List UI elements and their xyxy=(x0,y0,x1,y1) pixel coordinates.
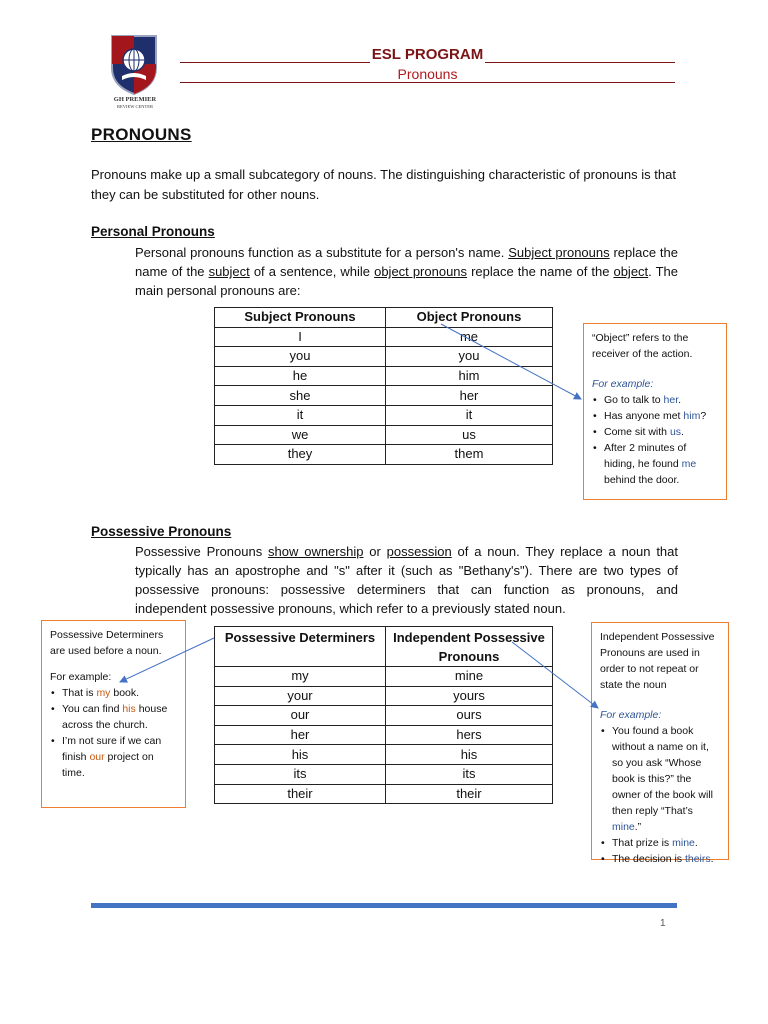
table-cell: they xyxy=(215,445,386,465)
table-cell: she xyxy=(215,386,386,406)
table-cell: our xyxy=(215,706,386,726)
example-item: • I’m not sure if we can finish our project on time. xyxy=(62,733,177,781)
page-number: 1 xyxy=(660,918,666,929)
table-cell: their xyxy=(386,784,553,804)
example-label: For example: xyxy=(50,671,112,683)
table-cell: your xyxy=(215,686,386,706)
example-item: • Has anyone met him? xyxy=(604,408,718,424)
table-cell: her xyxy=(386,386,553,406)
table-cell: my xyxy=(215,667,386,687)
example-item: • The decision is theirs. xyxy=(612,851,720,867)
possessive-pronouns-text: Possessive Pronouns show ownership or possession of a noun. They replace a noun that typically has an apostrophe and "s" after it (such as "Bethany's"). There are two types of possessive pronouns: possessive determiners that can function as pronouns, and independent possessive pronouns, which refer to a previously stated noun. xyxy=(135,544,678,616)
subtitle-header: Pronouns xyxy=(180,66,675,82)
note-intro: Independent Possessive Pronouns are used in order to not repeat or state the noun xyxy=(600,631,715,691)
example-item: • You found a book without a name on it, so you ask “Whose book is this?” the owner of the book will then reply “That’s mine.” xyxy=(612,723,720,835)
example-label: For example: xyxy=(592,378,654,390)
possessive-pronouns-heading: Possessive Pronouns xyxy=(91,524,232,539)
personal-pronouns-text: Personal pronouns function as a substitute for a person's name. Subject pronouns replace the name of the subject of a sentence, while object pronouns replace the name of the object. The main personal pronouns are: xyxy=(135,245,678,298)
table-cell: them xyxy=(386,445,553,465)
example-item: • Come sit with us. xyxy=(604,424,718,440)
table-cell: us xyxy=(386,425,553,445)
table-cell: yours xyxy=(386,686,553,706)
table-cell: me xyxy=(386,327,553,347)
logo-caption: GH PREMIER REVIEW CENTER xyxy=(113,96,157,109)
table-cell: hers xyxy=(386,725,553,745)
note-intro: Possessive Determiners are used before a noun. xyxy=(50,629,164,657)
example-item: • You can find his house across the church. xyxy=(62,701,177,733)
example-item: • After 2 minutes of hiding, he found me behind the door. xyxy=(604,440,718,488)
page-title: PRONOUNS xyxy=(91,125,192,144)
table-cell: it xyxy=(386,405,553,425)
footer-bar xyxy=(91,903,677,908)
table-cell: its xyxy=(215,764,386,784)
personal-pronouns-heading: Personal Pronouns xyxy=(91,224,215,239)
example-label: For example: xyxy=(600,709,662,721)
intro-paragraph: Pronouns make up a small subcategory of nouns. The distinguishing characteristic of pronouns is that they can be substituted for other nouns. xyxy=(91,167,676,202)
table-cell: it xyxy=(215,405,386,425)
table-cell: mine xyxy=(386,667,553,687)
table-cell: its xyxy=(386,764,553,784)
table-cell: you xyxy=(386,347,553,367)
table-cell: ours xyxy=(386,706,553,726)
table-header: Subject Pronouns xyxy=(215,308,386,328)
arrow-object xyxy=(441,324,581,399)
example-item: • That is my book. xyxy=(62,685,177,701)
table-cell: his xyxy=(215,745,386,765)
table-cell: her xyxy=(215,725,386,745)
table-cell: him xyxy=(386,366,553,386)
table-cell: we xyxy=(215,425,386,445)
table-header: Independent Possessive Pronouns xyxy=(386,627,553,667)
example-item: • That prize is mine. xyxy=(612,835,720,851)
program-header: ESL PROGRAM xyxy=(371,46,484,63)
table-cell: he xyxy=(215,366,386,386)
note-intro: “Object” refers to the receiver of the action. xyxy=(592,332,693,360)
table-cell: their xyxy=(215,784,386,804)
example-item: • Go to talk to her. xyxy=(604,392,718,408)
table-cell: his xyxy=(386,745,553,765)
arrow-determiners xyxy=(120,638,214,682)
table-cell: I xyxy=(215,327,386,347)
table-header: Object Pronouns xyxy=(386,308,553,328)
table-header: Possessive Determiners xyxy=(215,627,386,667)
table-cell: you xyxy=(215,347,386,367)
arrow-independent xyxy=(512,642,598,708)
